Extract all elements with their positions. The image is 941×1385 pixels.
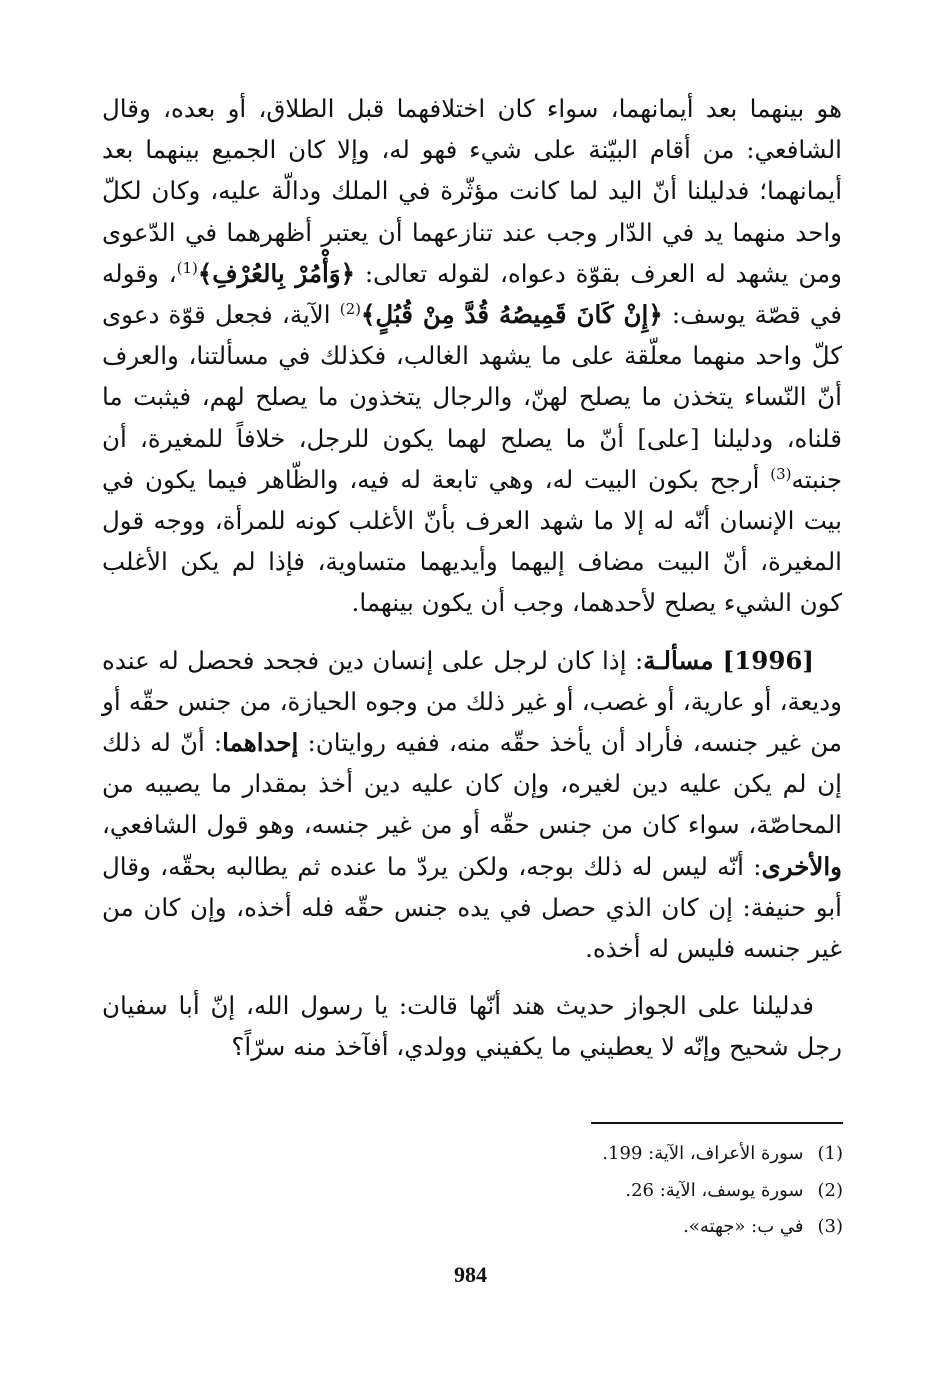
bold-term: والأخرى: [761, 851, 842, 881]
footnote-ref: (2): [339, 299, 361, 318]
text-segment: هو بينهما بعد أيمانهما، سواء كان اختلافهما قبل الطلاق، أو بعده، وقال الشافعي: من أقام البيّنة على شيء فهو له، وإلا كان الجميع بينهما بعد أيمانهما؛ فدليلنا أنّ اليد لما كانت مؤثّرة في الملك ودالّة عليه، وكان لكلّ واحد منهما يد في الدّار وجب عند تنازعهما أن يعتبر أظهرهما في الدّعوى ومن يشهد له العرف بقوّة دعواه، لقوله تعالى:: [102, 94, 842, 288]
text-segment: ، وقوله في قصّة يوسف:: [102, 258, 842, 330]
text-segment: : إذا كان لرجل على إنسان دين فجحد فحصل له عنده وديعة، أو عارية، أو غصب، أو غير ذلك من وجوه الحيازة، من جنس حقّه أو من غير جنسه، فأراد أن يأخذ حقّه منه، ففيه روايتان:: [102, 645, 842, 758]
footnote-text: سورة يوسف، الآية: 26.: [625, 1179, 804, 1201]
quran-verse: ﴿وَأْمُرْ بِالعُرْفِ﴾: [197, 258, 355, 288]
footnote: [443, 1209, 843, 1246]
footnote-number: (2): [817, 1179, 843, 1201]
footnote-number: (1): [817, 1143, 843, 1164]
paragraph-1: [102, 88, 842, 624]
footnote-divider: [591, 1122, 843, 1124]
footnote-text: سورة الأعراف، الآية: 199.: [602, 1143, 804, 1164]
text-segment: فدليلنا على الجواز حديث هند أنّها قالت: يا رسول الله، إنّ أبا سفيان رجل شحيح وإنّه لا يعطيني ما يكفيني وولدي، أفآخذ منه سرّاً؟: [102, 991, 842, 1062]
issue-heading: [1996] مسألـة: [643, 645, 815, 675]
main-text: [102, 88, 842, 1068]
paragraph-3: [102, 985, 842, 1067]
footnote: [443, 1136, 843, 1173]
text-segment: : أنّ له ذلك إن لم يكن عليه دين لغيره، وإن كان عليه دين أخذ بمقدار ما يصيبه من المحاصّة، سواء كان من جنس حقّه أو من غير جنسه، وهو قول الشافعي،: [102, 728, 842, 840]
footnote-number: (3): [817, 1216, 843, 1237]
bold-term: إحداهما: [222, 728, 299, 758]
footnote-ref: (3): [770, 464, 792, 483]
footnote-text: في ب: «جهته».: [683, 1216, 804, 1237]
paragraph-2: [102, 640, 842, 970]
footnotes: [443, 1136, 843, 1246]
text-segment: : أنّه ليس له ذلك بوجه، ولكن يردّ ما عنده ثم يطالبه بحقّه، وقال أبو حنيفة: إن كان الذي حصل في يده جنس حقّه فله أخذه، وإن كان من غير جنسه فليس له أخذه.: [102, 851, 842, 964]
footnote: [443, 1173, 843, 1210]
text-segment: الآية، فجعل قوّة دعوى كلّ واحد منهما معلّقة على ما يشهد الغالب، فكذلك في مسألتنا، والعرف أنّ النّساء يتخذن ما يصلح لهنّ، والرجال يتخذون ما يصلح لهم، فيثبت ما قلناه، ودليلنا [على] أنّ ما يصلح لهما يكون للرجل، خلافاً للمغيرة، أن جنبته: [102, 300, 842, 494]
text-segment: أرجح بكون البيت له، وهي تابعة له فيه، والظّاهر فيما يكون في بيت الإنسان أنّه له إلا ما شهد العرف بأنّ الأغلب كونه للمرأة، ووجه قول المغيرة، أنّ البيت مضاف إليهما وأيديهما متساوية، فإذا لم يكن الأغلب كون الشيء يصلح لأحدهما، وجب أن يكون بينهما.: [102, 464, 842, 618]
quran-verse: ﴿إِنْ كَانَ قَمِيصُهُ قُدَّ مِنْ قُبُلٍ﴾: [360, 300, 663, 330]
footnote-ref: (1): [176, 258, 198, 277]
page-number: 984: [454, 1262, 487, 1287]
